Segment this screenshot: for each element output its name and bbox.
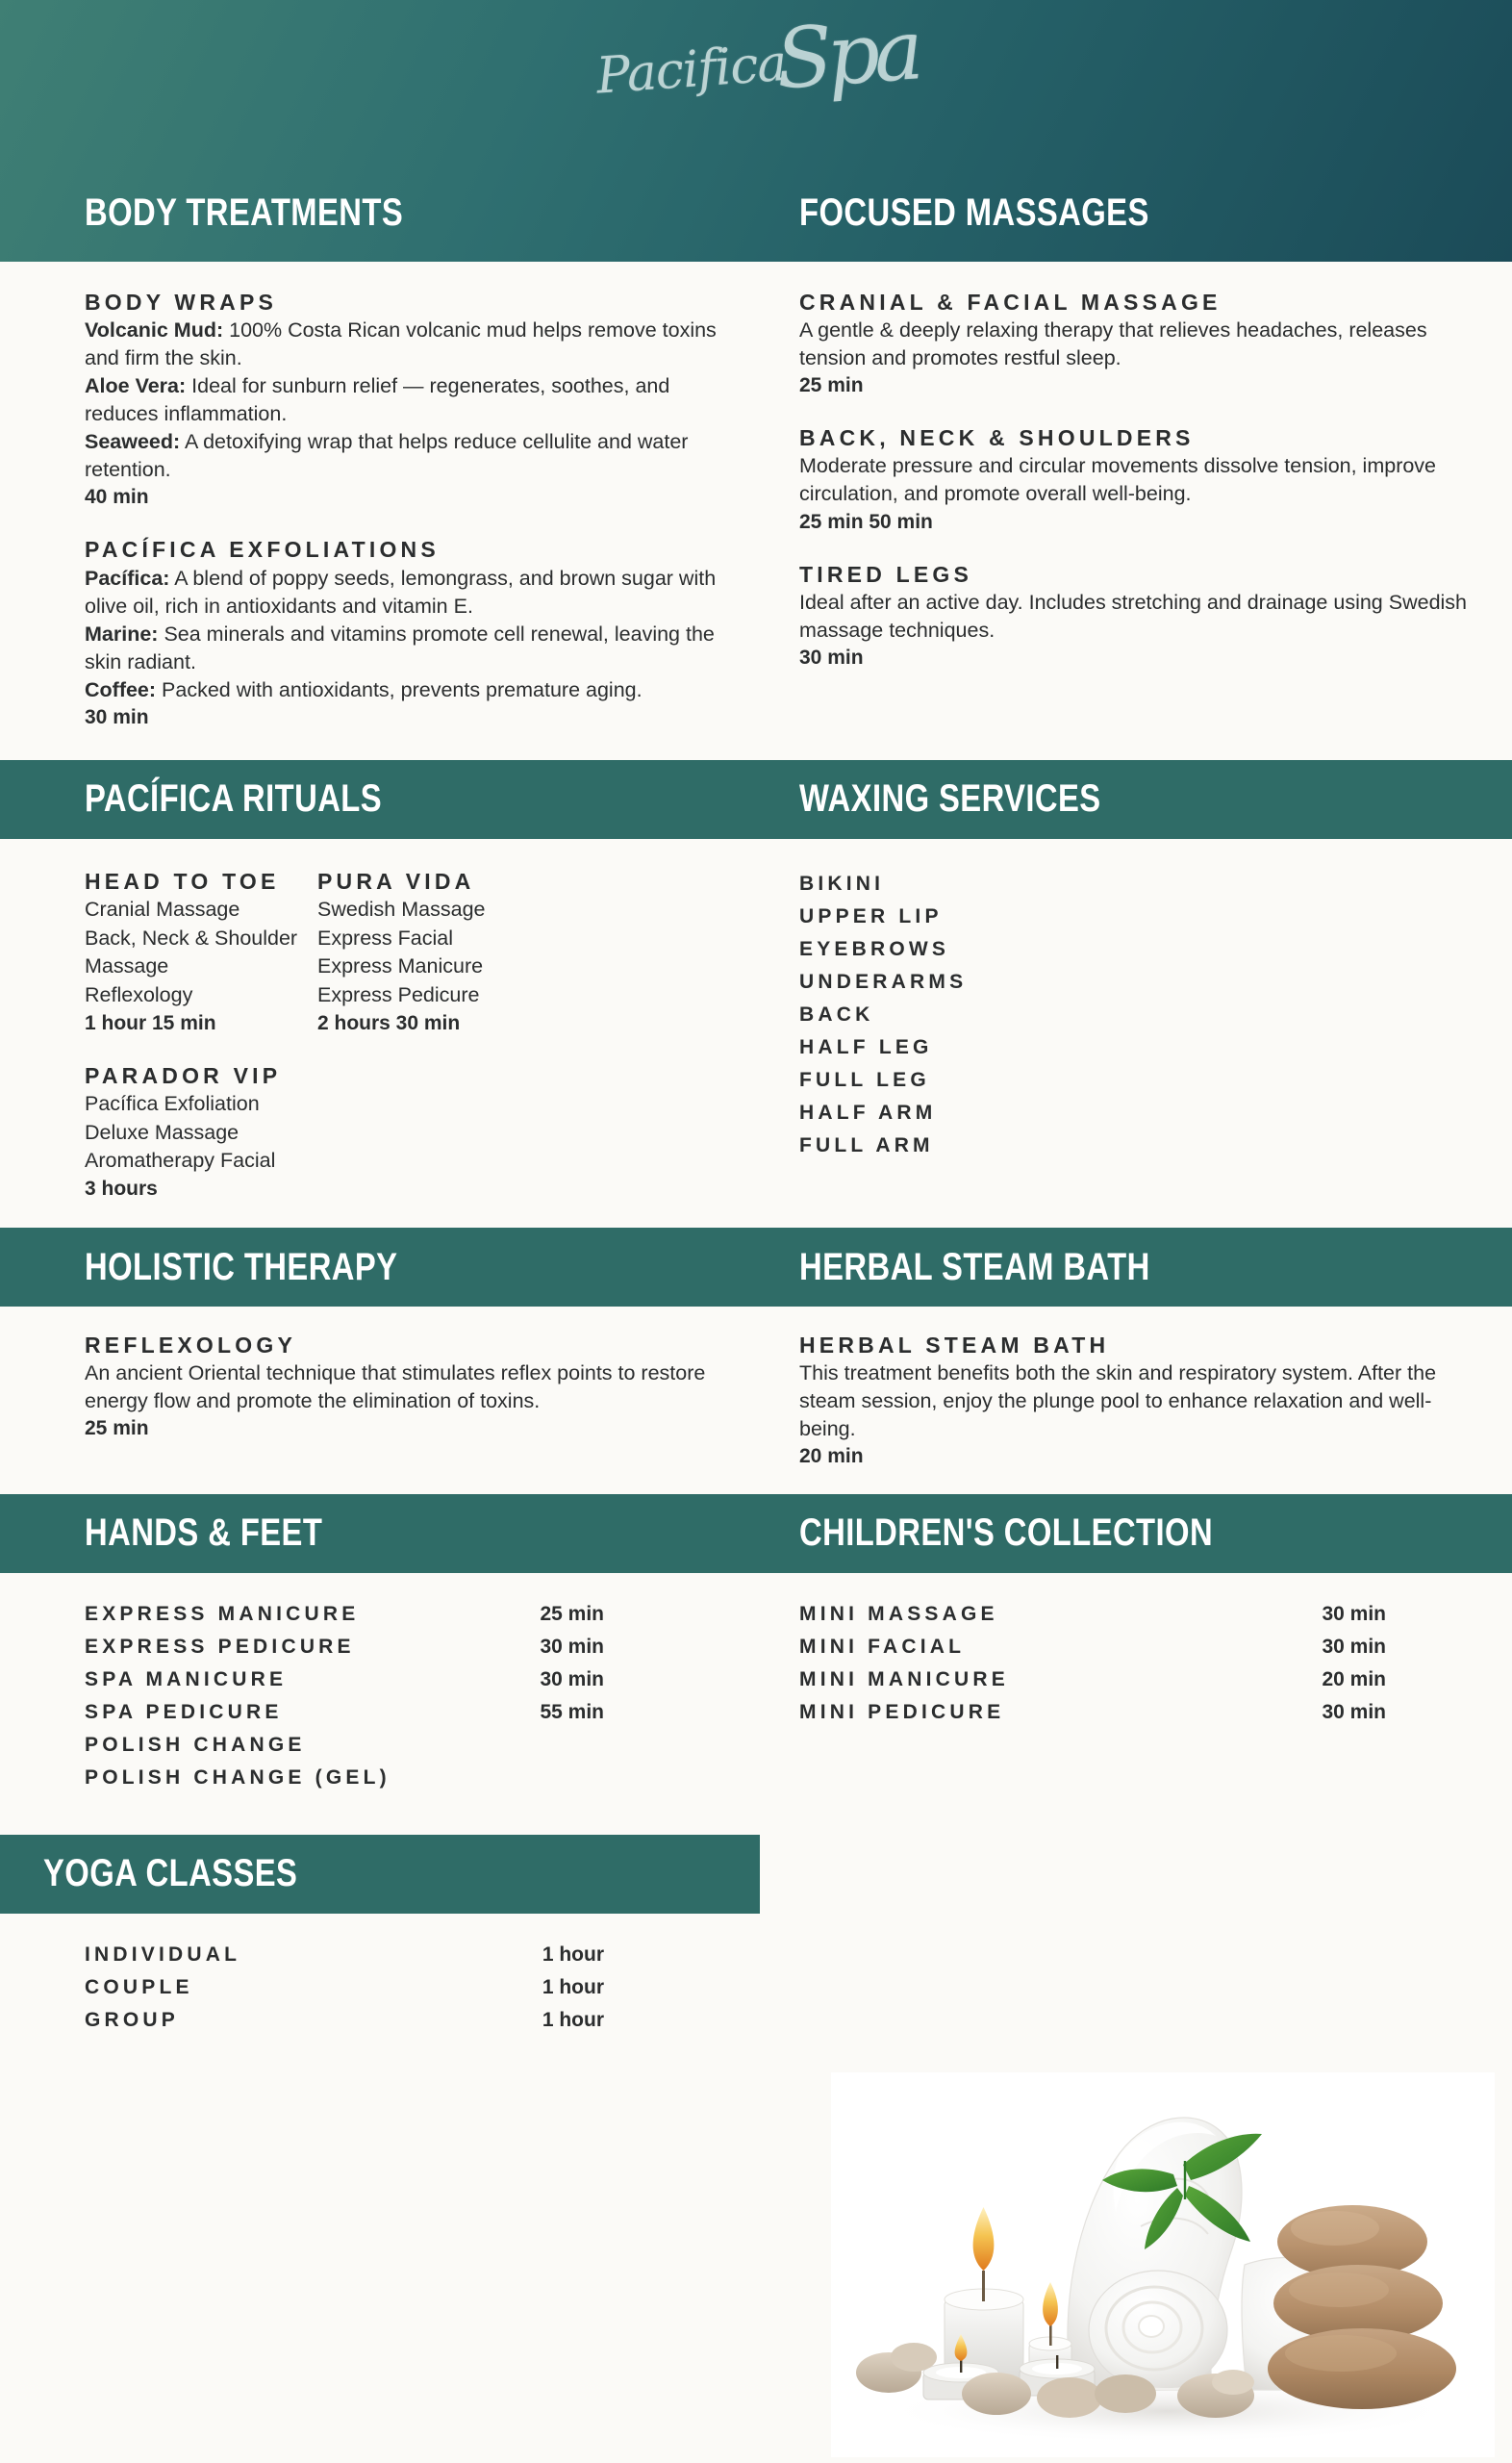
ritual-item: Reflexology xyxy=(85,982,193,1006)
treatment-duration: 20 min xyxy=(799,1445,864,1468)
section-title-focused-massages: FOCUSED MASSAGES xyxy=(799,191,1149,234)
section-band-hands-children xyxy=(0,1494,1512,1573)
treatment-block xyxy=(799,289,1474,399)
ritual-item: Pacífica Exfoliation xyxy=(85,1092,260,1116)
ritual-duration: 2 hours 30 min xyxy=(317,1011,461,1034)
ritual-item: Back, Neck & Shoulder Massage xyxy=(85,926,298,978)
service-row xyxy=(85,1762,604,1794)
service-name: MINI MANICURE xyxy=(799,1667,1009,1690)
ritual-heading: HEAD TO TOE xyxy=(85,868,280,894)
treatment-line xyxy=(85,565,729,621)
brand-name-bold: Spa xyxy=(772,2,920,109)
treatment-line-label: Pacífica: xyxy=(85,566,170,590)
treatment-duration: 30 min xyxy=(799,646,864,669)
service-name: INDIVIDUAL xyxy=(85,1942,241,1966)
page-header xyxy=(0,0,1512,262)
treatment-line-text: Sea minerals and vitamins promote cell renewal, leaving the skin radiant. xyxy=(85,622,715,673)
section-band-rituals-waxing xyxy=(0,760,1512,839)
rituals-column-one xyxy=(85,868,317,1203)
band-col-left xyxy=(0,1511,756,1555)
treatment-block xyxy=(85,536,729,730)
band-col-left xyxy=(0,777,756,821)
childrens-collection-content xyxy=(756,1598,1512,1794)
treatment-block xyxy=(85,289,729,511)
treatment-line-text: A detoxifying wrap that helps reduce cellulite and water retention. xyxy=(85,430,689,482)
service-duration: 1 hour xyxy=(542,2008,604,2031)
service-name: SPA MANICURE xyxy=(85,1667,288,1690)
service-row xyxy=(799,1598,1386,1631)
treatment-line-text: A blend of poppy seeds, lemongrass, and brown sugar with olive oil, rich in antioxidants and vitamin E. xyxy=(85,566,717,618)
treatment-block xyxy=(85,1332,729,1442)
service-row xyxy=(85,2004,604,2037)
section-body-row-5 xyxy=(0,1914,1512,2037)
treatment-description: An ancient Oriental technique that stimulates reflex points to restore energy flow and promote the elimination of toxins. xyxy=(85,1361,706,1413)
service-name: COUPLE xyxy=(85,1975,193,1998)
section-title-pacifica-rituals: PACÍFICA RITUALS xyxy=(85,777,383,821)
service-row xyxy=(85,1939,604,1971)
treatment-block xyxy=(799,424,1474,535)
treatment-duration: 25 min 50 min xyxy=(799,510,933,533)
band-col-left xyxy=(0,1852,760,1895)
ritual-item: Express Pedicure xyxy=(317,982,480,1006)
service-name: POLISH CHANGE (GEL) xyxy=(85,1765,391,1789)
section-title-childrens-collection: CHILDREN'S COLLECTION xyxy=(799,1511,1214,1555)
ritual-item: Deluxe Massage xyxy=(85,1120,239,1144)
ritual-item: Express Manicure xyxy=(317,954,484,978)
service-duration: 55 min xyxy=(540,1700,604,1723)
service-name: GROUP xyxy=(85,2008,180,2031)
service-row xyxy=(85,1696,604,1729)
treatment-line-text: Packed with antioxidants, prevents premature aging. xyxy=(156,677,643,701)
section-title-yoga-classes: YOGA CLASSES xyxy=(43,1852,298,1895)
treatment-line-text: 100% Costa Rican volcanic mud helps remove toxins and firm the skin. xyxy=(85,318,717,370)
service-name: EXPRESS MANICURE xyxy=(85,1602,360,1625)
treatment-line-label: Marine: xyxy=(85,622,159,646)
section-band-holistic-steam xyxy=(0,1228,1512,1307)
service-duration: 30 min xyxy=(540,1635,604,1658)
ritual-heading: PURA VIDA xyxy=(317,868,475,894)
waxing-item: FULL ARM xyxy=(799,1134,934,1157)
ritual-item: Aromatherapy Facial xyxy=(85,1149,276,1173)
treatment-line-label: Coffee: xyxy=(85,677,157,701)
treatment-heading: BACK, NECK & SHOULDERS xyxy=(799,425,1195,451)
treatment-line xyxy=(85,676,729,704)
ritual-duration: 3 hours xyxy=(85,1177,158,1200)
service-row xyxy=(85,1598,604,1631)
treatment-heading: BODY WRAPS xyxy=(85,290,278,315)
ritual-item: Swedish Massage xyxy=(317,898,486,921)
ritual-item: Express Facial xyxy=(317,926,453,950)
service-name: SPA PEDICURE xyxy=(85,1700,283,1723)
treatment-heading: CRANIAL & FACIAL MASSAGE xyxy=(799,290,1222,315)
service-name: MINI FACIAL xyxy=(799,1635,966,1658)
treatment-block xyxy=(799,1332,1474,1470)
ritual-item: Cranial Massage xyxy=(85,898,240,921)
yoga-right-spacer xyxy=(756,1939,1512,2037)
yoga-classes-content xyxy=(0,1939,756,2037)
herbal-steam-bath-content xyxy=(756,1332,1512,1470)
band-col-left xyxy=(0,1246,756,1289)
section-title-holistic-therapy: HOLISTIC THERAPY xyxy=(85,1245,398,1288)
service-name: MINI MASSAGE xyxy=(799,1602,998,1625)
treatment-duration: 25 min xyxy=(799,374,864,397)
treatment-heading: HERBAL STEAM BATH xyxy=(799,1333,1110,1358)
service-row xyxy=(85,1971,604,2004)
treatment-duration: 30 min xyxy=(85,705,149,728)
service-duration: 30 min xyxy=(1322,1635,1386,1658)
section-title-body-treatments: BODY TREATMENTS xyxy=(85,191,404,234)
treatment-line xyxy=(85,372,729,428)
ritual-block xyxy=(85,1062,317,1203)
service-duration: 30 min xyxy=(1322,1700,1386,1723)
waxing-item: BACK xyxy=(799,1003,874,1027)
waxing-services-content xyxy=(756,868,1512,1203)
hero-col-left xyxy=(0,191,756,235)
treatment-description: Ideal after an active day. Includes stretching and drainage using Swedish massage techniques. xyxy=(799,590,1468,642)
section-body-row-2 xyxy=(0,839,1512,1228)
hero-col-right xyxy=(756,191,1512,235)
treatment-line-text: Ideal for sunburn relief — regenerates, soothes, and reduces inflammation. xyxy=(85,374,670,426)
service-duration: 1 hour xyxy=(542,1942,604,1966)
service-name: POLISH CHANGE xyxy=(85,1733,306,1756)
waxing-item: FULL LEG xyxy=(799,1069,930,1092)
treatment-line-label: Volcanic Mud: xyxy=(85,318,224,343)
ritual-heading: PARADOR VIP xyxy=(85,1062,282,1088)
treatment-heading: REFLEXOLOGY xyxy=(85,1333,296,1358)
holistic-therapy-content xyxy=(0,1332,756,1470)
spa-still-life-photo xyxy=(831,2072,1495,2457)
waxing-item: HALF ARM xyxy=(799,1102,937,1125)
section-band-yoga xyxy=(0,1835,760,1914)
focused-massages-content xyxy=(756,289,1512,731)
service-row xyxy=(85,1663,604,1696)
service-row xyxy=(799,1631,1386,1663)
service-duration: 25 min xyxy=(540,1602,604,1625)
waxing-item: UNDERARMS xyxy=(799,971,968,993)
rituals-column-two xyxy=(317,868,485,1203)
waxing-item: BIKINI xyxy=(799,872,885,895)
brand-name-light: Pacifica xyxy=(593,34,788,106)
hands-and-feet-content xyxy=(0,1598,756,1794)
body-treatments-content xyxy=(0,289,756,731)
service-duration: 30 min xyxy=(540,1667,604,1690)
treatment-line xyxy=(85,317,729,372)
section-body-row-4 xyxy=(0,1573,1512,1814)
waxing-item: EYEBROWS xyxy=(799,937,950,960)
service-row xyxy=(799,1696,1386,1729)
service-row xyxy=(85,1729,604,1762)
treatment-heading: PACÍFICA EXFOLIATIONS xyxy=(85,537,440,563)
section-body-row-3 xyxy=(0,1307,1512,1493)
section-title-hands-and-feet: HANDS & FEET xyxy=(85,1511,323,1555)
service-row xyxy=(85,1631,604,1663)
band-col-right xyxy=(756,1246,1512,1289)
section-title-waxing-services: WAXING SERVICES xyxy=(799,777,1101,821)
treatment-line-label: Seaweed: xyxy=(85,430,181,454)
pacifica-rituals-content xyxy=(0,868,756,1203)
treatment-description: Moderate pressure and circular movements dissolve tension, improve circulation, and promote overall well-being. xyxy=(799,454,1437,506)
service-duration: 20 min xyxy=(1322,1667,1386,1690)
treatment-duration: 25 min xyxy=(85,1417,149,1440)
treatment-heading: TIRED LEGS xyxy=(799,561,973,587)
service-duration: 1 hour xyxy=(542,1975,604,1998)
band-col-right xyxy=(756,777,1512,821)
treatment-line xyxy=(85,621,729,676)
ritual-duration: 1 hour 15 min xyxy=(85,1011,216,1034)
band-col-right xyxy=(756,1511,1512,1555)
ritual-block xyxy=(85,868,317,1037)
ritual-block xyxy=(317,868,485,1037)
service-duration: 30 min xyxy=(1322,1602,1386,1625)
treatment-description: A gentle & deeply relaxing therapy that relieves headaches, releases tension and promotes restful sleep. xyxy=(799,318,1427,370)
treatment-description: This treatment benefits both the skin and respiratory system. After the steam session, enjoy the plunge pool to enhance relaxation and well-being. xyxy=(799,1361,1437,1441)
section-title-herbal-steam-bath: HERBAL STEAM BATH xyxy=(799,1245,1150,1288)
brand-logo xyxy=(0,2,1512,109)
section-body-row-1 xyxy=(0,262,1512,760)
treatment-line-label: Aloe Vera: xyxy=(85,374,187,398)
service-name: MINI PEDICURE xyxy=(799,1700,1005,1723)
service-name: EXPRESS PEDICURE xyxy=(85,1635,355,1658)
waxing-item: HALF LEG xyxy=(799,1036,933,1059)
waxing-item: UPPER LIP xyxy=(799,904,943,927)
treatment-duration: 40 min xyxy=(85,486,149,509)
treatment-line xyxy=(85,428,729,484)
service-row xyxy=(799,1663,1386,1696)
treatment-block xyxy=(799,561,1474,672)
